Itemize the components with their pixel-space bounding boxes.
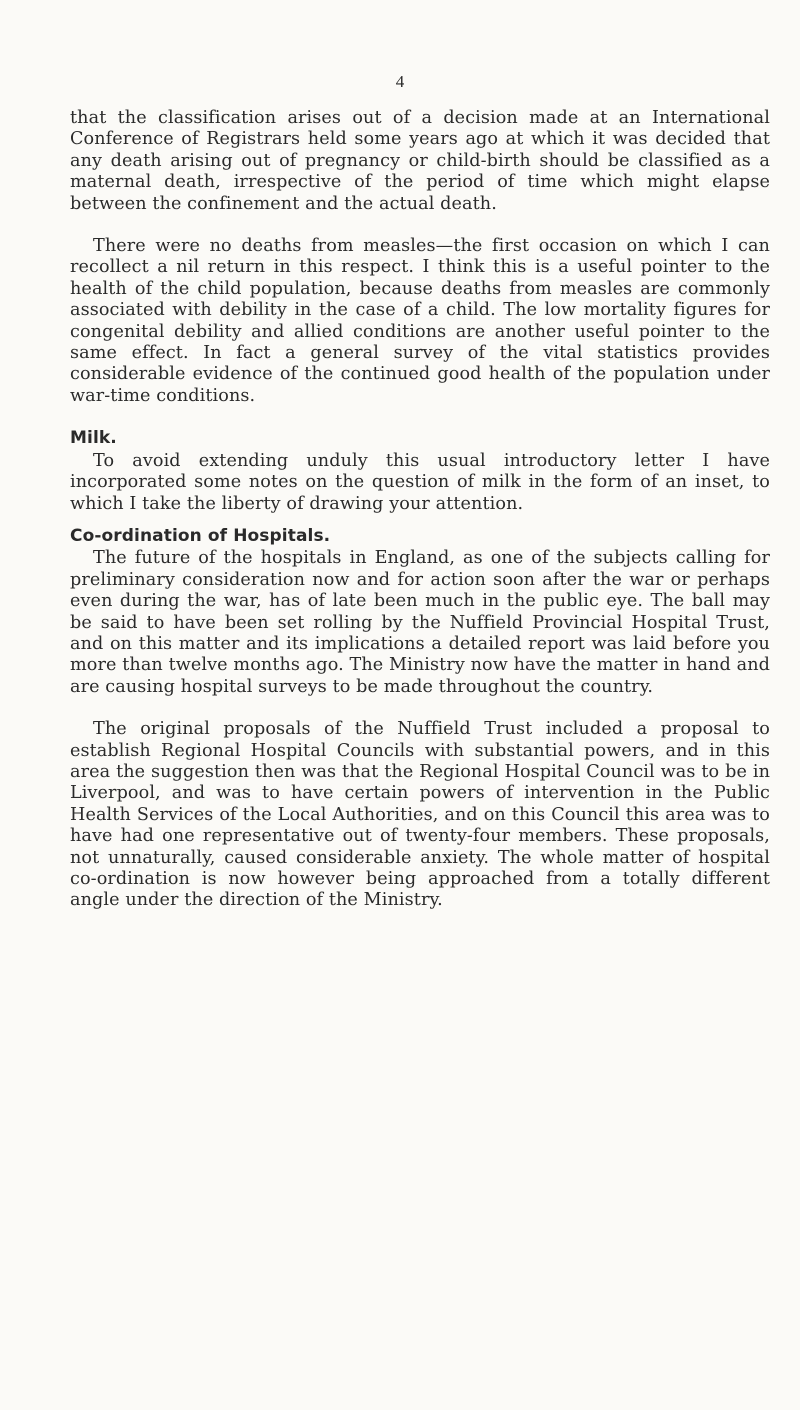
paragraph-measles: There were no deaths from measles—the first occasion on which I can recollect a nil return in this respect. I think this is a useful pointer to the health of the child population, because deaths from measles are commonly associated with debility in the case of a child. The low mortality figures for congenital debility and allied conditions are another useful pointer to the same effect. In fact a general survey of the vital statistics provides considerable evidence of the continued good health of the population under war-time conditions. bbox=[70, 236, 770, 406]
paragraph-maternal-death: that the classification arises out of a decision made at an International Conference of Registrars held some years ago at which it was decided that any death arising out of pregnancy or child-birth should be classified as a maternal death, irrespective of the period of time which might elapse between the confinement and the actual death. bbox=[70, 108, 770, 214]
paragraph-hospital-future: The future of the hospitals in England, as one of the subjects calling for preliminary consideration now and for action soon after the war or perhaps even during the war, has of late been much in the public eye. The ball may be said to have been set rolling by the Nuffield Provincial Hospital Trust, and on this matter and its implications a detailed report was laid before you more than twelve months ago. The Ministry now have the matter in hand and are causing hospital surveys to be made throughout the country. bbox=[70, 548, 770, 697]
hospitals-heading: Co-ordination of Hospitals. bbox=[70, 525, 331, 546]
document-body bbox=[70, 108, 770, 933]
page-number: 4 bbox=[395, 72, 405, 91]
paragraph-milk: To avoid extending unduly this usual introductory letter I have incorporated some notes on the question of milk in the form of an inset, to which I take the liberty of drawing your attention. bbox=[70, 450, 770, 514]
paragraph-nuffield-proposals: The original proposals of the Nuffield Trust included a proposal to establish Regional Hospital Councils with substantial powers, and in this area the suggestion then was that the Regional Hospital Council was to be in Liverpool, and was to have certain powers of intervention in the Public Health Services of the Local Authorities, and on this Council this area was to have had one representative out of twenty-four members. These proposals, not unnaturally, caused considerable anxiety. The whole matter of hospital co-ordination is now however being approached from a totally different angle under the direction of the Ministry. bbox=[70, 719, 770, 911]
milk-heading: Milk. bbox=[70, 428, 117, 449]
